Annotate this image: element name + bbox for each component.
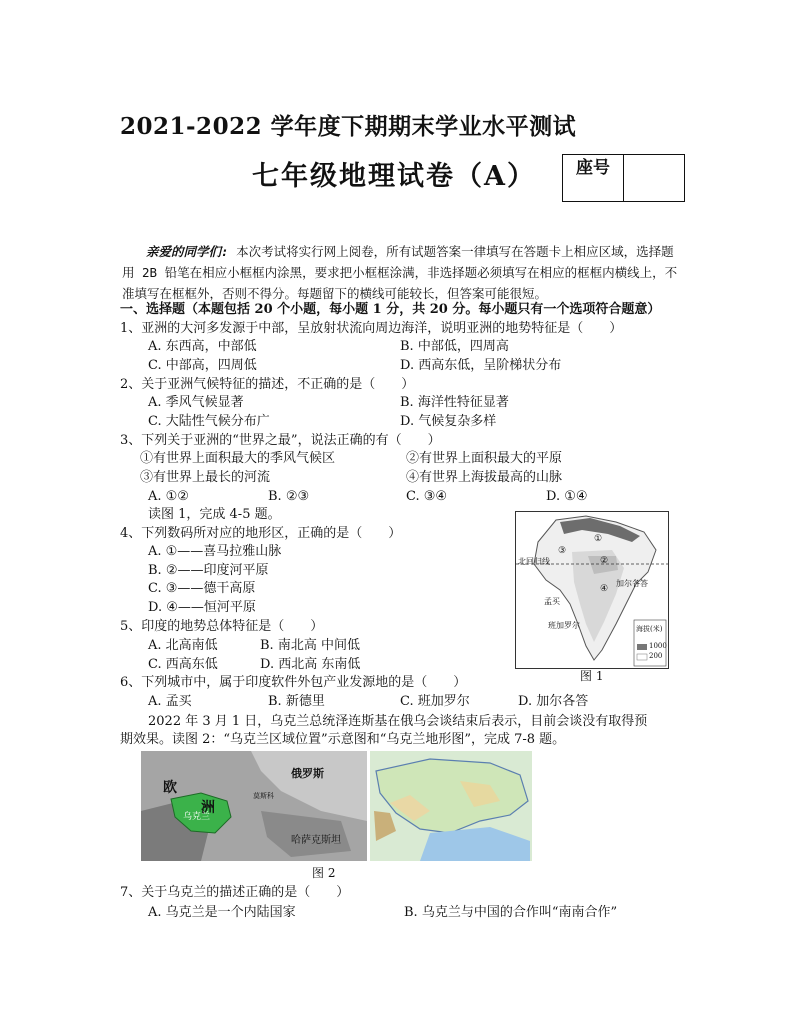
q5-stem: 5、印度的地势总体特征是（ ） (120, 619, 324, 634)
q6-option-d: D. 加尔各答 (518, 694, 589, 709)
q4-option-c: C. ③——德干高原 (148, 581, 256, 596)
legend-title: 海拔(米) (636, 625, 663, 633)
section-1-heading: 一、选择题（本题包括 20 个小题，每小题 1 分，共 20 分。每小题只有一个选项符合题意） (120, 302, 661, 317)
q3-statement-3: ③有世界上最长的河流 (140, 470, 271, 485)
legend-200: 200 (649, 652, 663, 660)
notice-lead: 亲爱的同学们: (146, 244, 229, 259)
figure-1-india-map (515, 511, 669, 669)
q3-option-a: A. ①② (148, 489, 189, 504)
q3-option-d: D. ①④ (546, 489, 588, 504)
q3-option-c: C. ③④ (406, 489, 448, 504)
q1-option-b: B. 中部低，四周高 (400, 339, 509, 354)
label-mumbai: 孟买 (544, 597, 560, 606)
q2-option-b: B. 海洋性特征显著 (400, 395, 509, 410)
label-tropic: 北回归线 (518, 557, 550, 566)
figure-2-caption: 图 2 (312, 866, 336, 880)
paper-title: 七年级地理试卷（A） (252, 161, 536, 192)
news-line-2: 期效果。读图 2：“乌克兰区域位置”示意图和“乌克兰地形图”，完成 7-8 题。 (120, 732, 566, 747)
news-line-1: 2022 年 3 月 1 日，乌克兰总统泽连斯基在俄乌会谈结束后表示，目前会谈没有取得预 (148, 714, 648, 729)
q3-statement-4: ④有世界上海拔最高的山脉 (406, 470, 563, 485)
q2-stem: 2、关于亚洲气候特征的描述，不正确的是（ ） (120, 377, 415, 392)
q6-option-b: B. 新德里 (268, 694, 325, 709)
q4-option-d: D. ④——恒河平原 (148, 600, 256, 615)
q7-option-a: A. 乌克兰是一个内陆国家 (148, 905, 296, 920)
q1-option-c: C. 中部高，四周低 (148, 358, 257, 373)
q2-option-d: D. 气候复杂多样 (400, 414, 497, 429)
notice-paragraph (122, 241, 682, 304)
q2-option-a: A. 季风气候显著 (148, 395, 244, 410)
label-num-3: ③ (558, 546, 567, 556)
label-bangalore: 班加罗尔 (548, 621, 580, 630)
q2-option-c: C. 大陆性气候分布广 (148, 414, 270, 429)
label-europe-ou: 欧 (163, 780, 177, 796)
figure-1-caption: 图 1 (580, 669, 604, 683)
label-moscow: 莫斯科 (253, 792, 274, 800)
q7-stem: 7、关于乌克兰的描述正确的是（ ） (120, 885, 350, 900)
label-kazakhstan: 哈萨克斯坦 (291, 835, 341, 846)
label-zhou: 洲 (201, 800, 215, 816)
label-kolkata: 加尔各答 (616, 579, 648, 588)
label-num-2: ② (600, 556, 609, 566)
q1-stem: 1、亚洲的大河多发源于中部，呈放射状流向周边海洋，说明亚洲的地势特征是（ ） (120, 321, 623, 336)
label-num-4: ④ (600, 584, 609, 594)
notice-body: 本次考试将实行网上阅卷，所有试题答案一律填写在答题卡上相应区域，选择题用 2B 铅笔在相应小框框内涂黑，要求把小框框涂满，非选择题必须填写在相应的框框内横线上，不准填写在框框外，否则不得分。每题留下的横线可能较长，但答案可能很短。 (122, 244, 678, 301)
q3-stem: 3、下列关于亚洲的“世界之最”，说法正确的有（ ） (120, 433, 441, 448)
q3-statement-1: ①有世界上面积最大的季风气候区 (140, 451, 336, 466)
q5-option-b: B. 南北高 中间低 (260, 638, 360, 653)
legend-1000: 1000 (649, 642, 667, 650)
exam-title: 2021-2022 学年度下期期末学业水平测试 (120, 113, 577, 140)
q1-option-d: D. 西高东低，呈阶梯状分布 (400, 358, 562, 373)
q5-option-c: C. 西高东低 (148, 657, 218, 672)
q4-option-a: A. ①——喜马拉雅山脉 (148, 544, 282, 559)
q5-option-a: A. 北高南低 (148, 638, 218, 653)
q5-option-d: D. 西北高 东南低 (260, 657, 361, 672)
label-num-1: ① (594, 534, 603, 544)
q4-stem: 4、下列数码所对应的地形区，正确的是（ ） (120, 526, 402, 541)
q6-option-a: A. 孟买 (148, 694, 192, 709)
q7-option-b: B. 乌克兰与中国的合作叫“南南合作” (404, 905, 618, 920)
read-figure-1: 读图 1，完成 4-5 题。 (148, 507, 281, 522)
figure-2-terrain-map (370, 751, 532, 861)
q6-option-c: C. 班加罗尔 (400, 694, 470, 709)
q4-option-b: B. ②——印度河平原 (148, 563, 269, 578)
seat-number-box (562, 154, 685, 202)
ukraine-terrain-drawing (370, 751, 532, 861)
q3-option-b: B. ②③ (268, 489, 310, 504)
india-map-drawing (516, 512, 668, 668)
seat-label: 座号 (563, 155, 624, 201)
label-ukraine: 乌克兰 (183, 812, 211, 822)
q1-option-a: A. 东西高，中部低 (148, 339, 257, 354)
q6-stem: 6、下列城市中，属于印度软件外包产业发源地的是（ ） (120, 675, 467, 690)
q3-statement-2: ②有世界上面积最大的平原 (406, 451, 563, 466)
label-russia: 俄罗斯 (291, 767, 324, 780)
figure-2-region-map (141, 751, 367, 861)
